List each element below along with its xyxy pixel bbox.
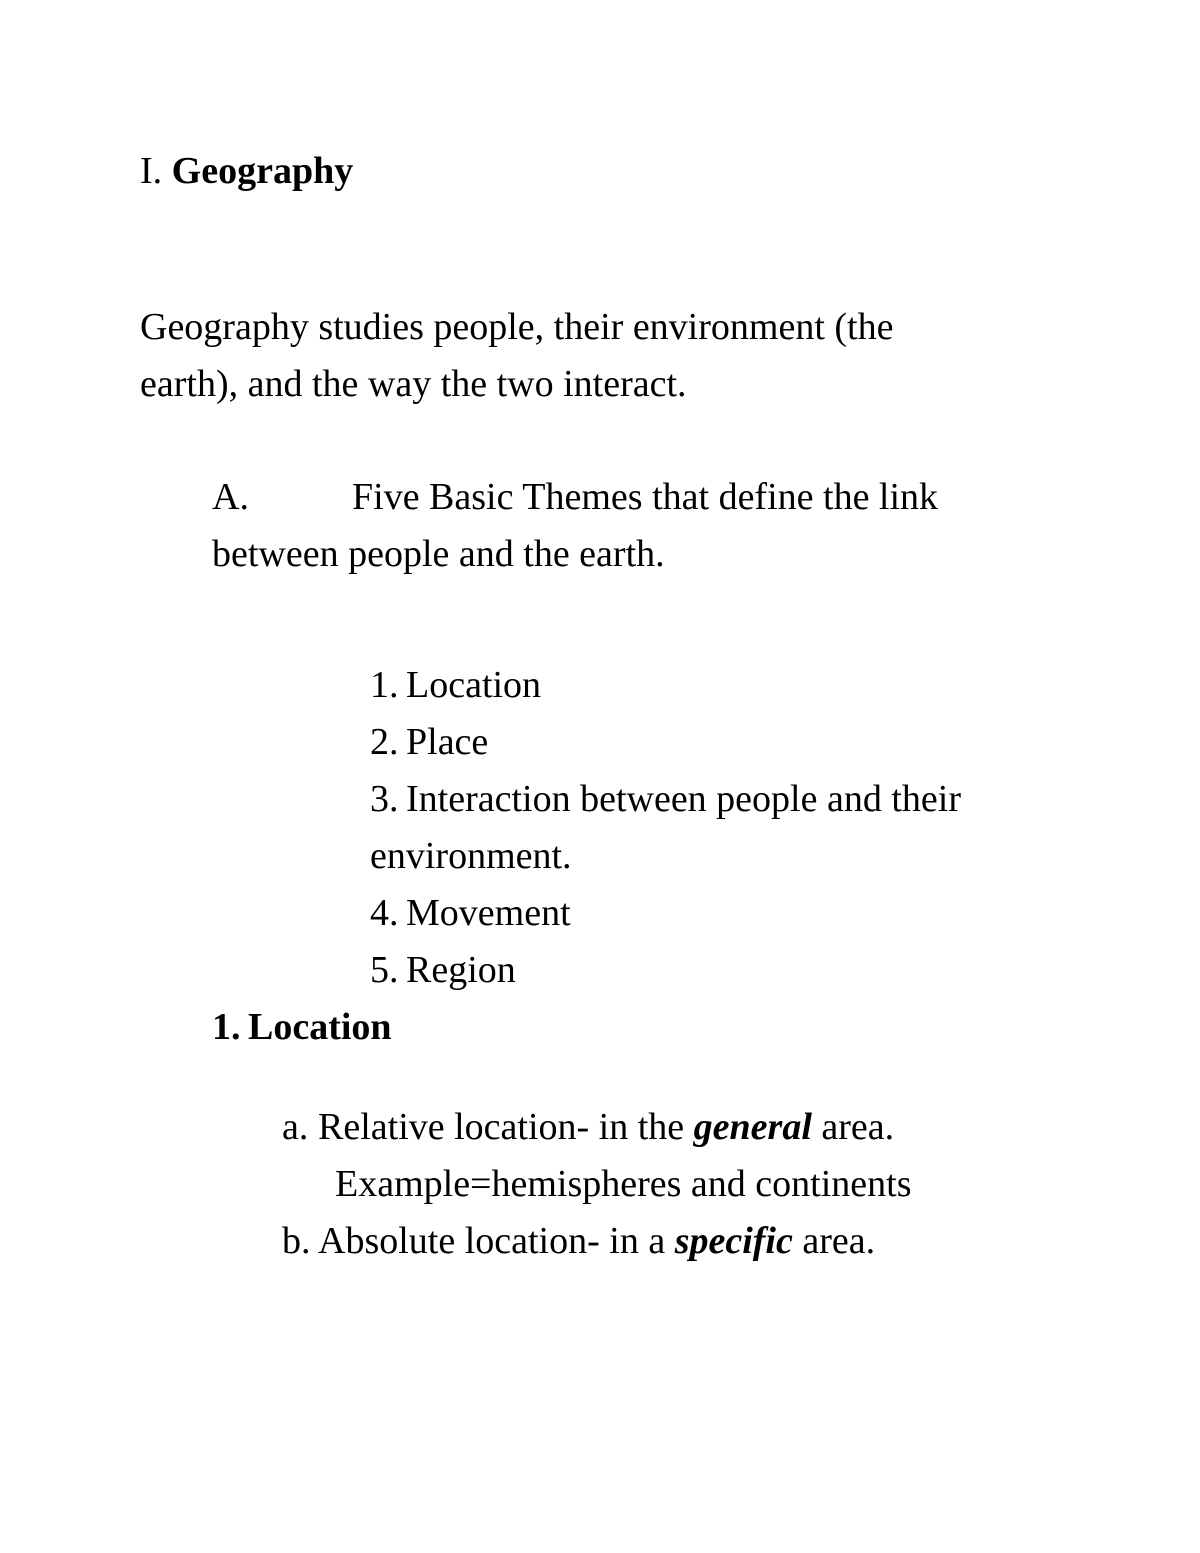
theme-item-continuation [370, 837, 572, 875]
location-heading-number: 1. [212, 1006, 241, 1048]
item-marker: a. [282, 1106, 309, 1148]
intro-line-1: Geography studies people, their environment (the [140, 306, 894, 348]
theme-item [370, 951, 516, 989]
theme-number: 2. [370, 721, 399, 763]
location-heading [212, 1008, 392, 1046]
item-text-before: Absolute location- in a [318, 1220, 666, 1262]
item-text-after: area. [821, 1106, 895, 1148]
theme-text: environment. [370, 835, 572, 877]
theme-number: 4. [370, 892, 399, 934]
item-text-after: area. [802, 1220, 876, 1262]
item-marker: b. [282, 1220, 311, 1262]
item-emphasis: specific [674, 1220, 793, 1262]
item-emphasis: general [693, 1106, 812, 1148]
theme-text: Place [406, 721, 489, 763]
theme-item [370, 780, 961, 818]
section-heading [140, 152, 353, 190]
location-item-a-example: Example=hemispheres and continents [335, 1163, 912, 1205]
section-a-line-1: Five Basic Themes that define the link [352, 476, 939, 518]
section-numeral: I. [140, 150, 163, 192]
theme-number: 3. [370, 778, 399, 820]
theme-item [370, 723, 488, 761]
location-item-a [282, 1108, 894, 1146]
theme-text: Region [406, 949, 516, 991]
theme-number: 5. [370, 949, 399, 991]
item-text-before: Relative location- in the [318, 1106, 685, 1148]
theme-item [370, 894, 571, 932]
theme-text: Movement [406, 892, 571, 934]
theme-text: Location [406, 664, 542, 706]
location-item-b [282, 1222, 875, 1260]
theme-item [370, 666, 541, 704]
section-a-marker: A. [212, 476, 249, 518]
location-heading-title: Location [248, 1006, 392, 1048]
section-title: Geography [171, 150, 354, 192]
intro-line-2: earth), and the way the two interact. [140, 363, 687, 405]
section-a-line-2: between people and the earth. [212, 533, 665, 575]
theme-number: 1. [370, 664, 399, 706]
theme-text: Interaction between people and their [406, 778, 961, 820]
